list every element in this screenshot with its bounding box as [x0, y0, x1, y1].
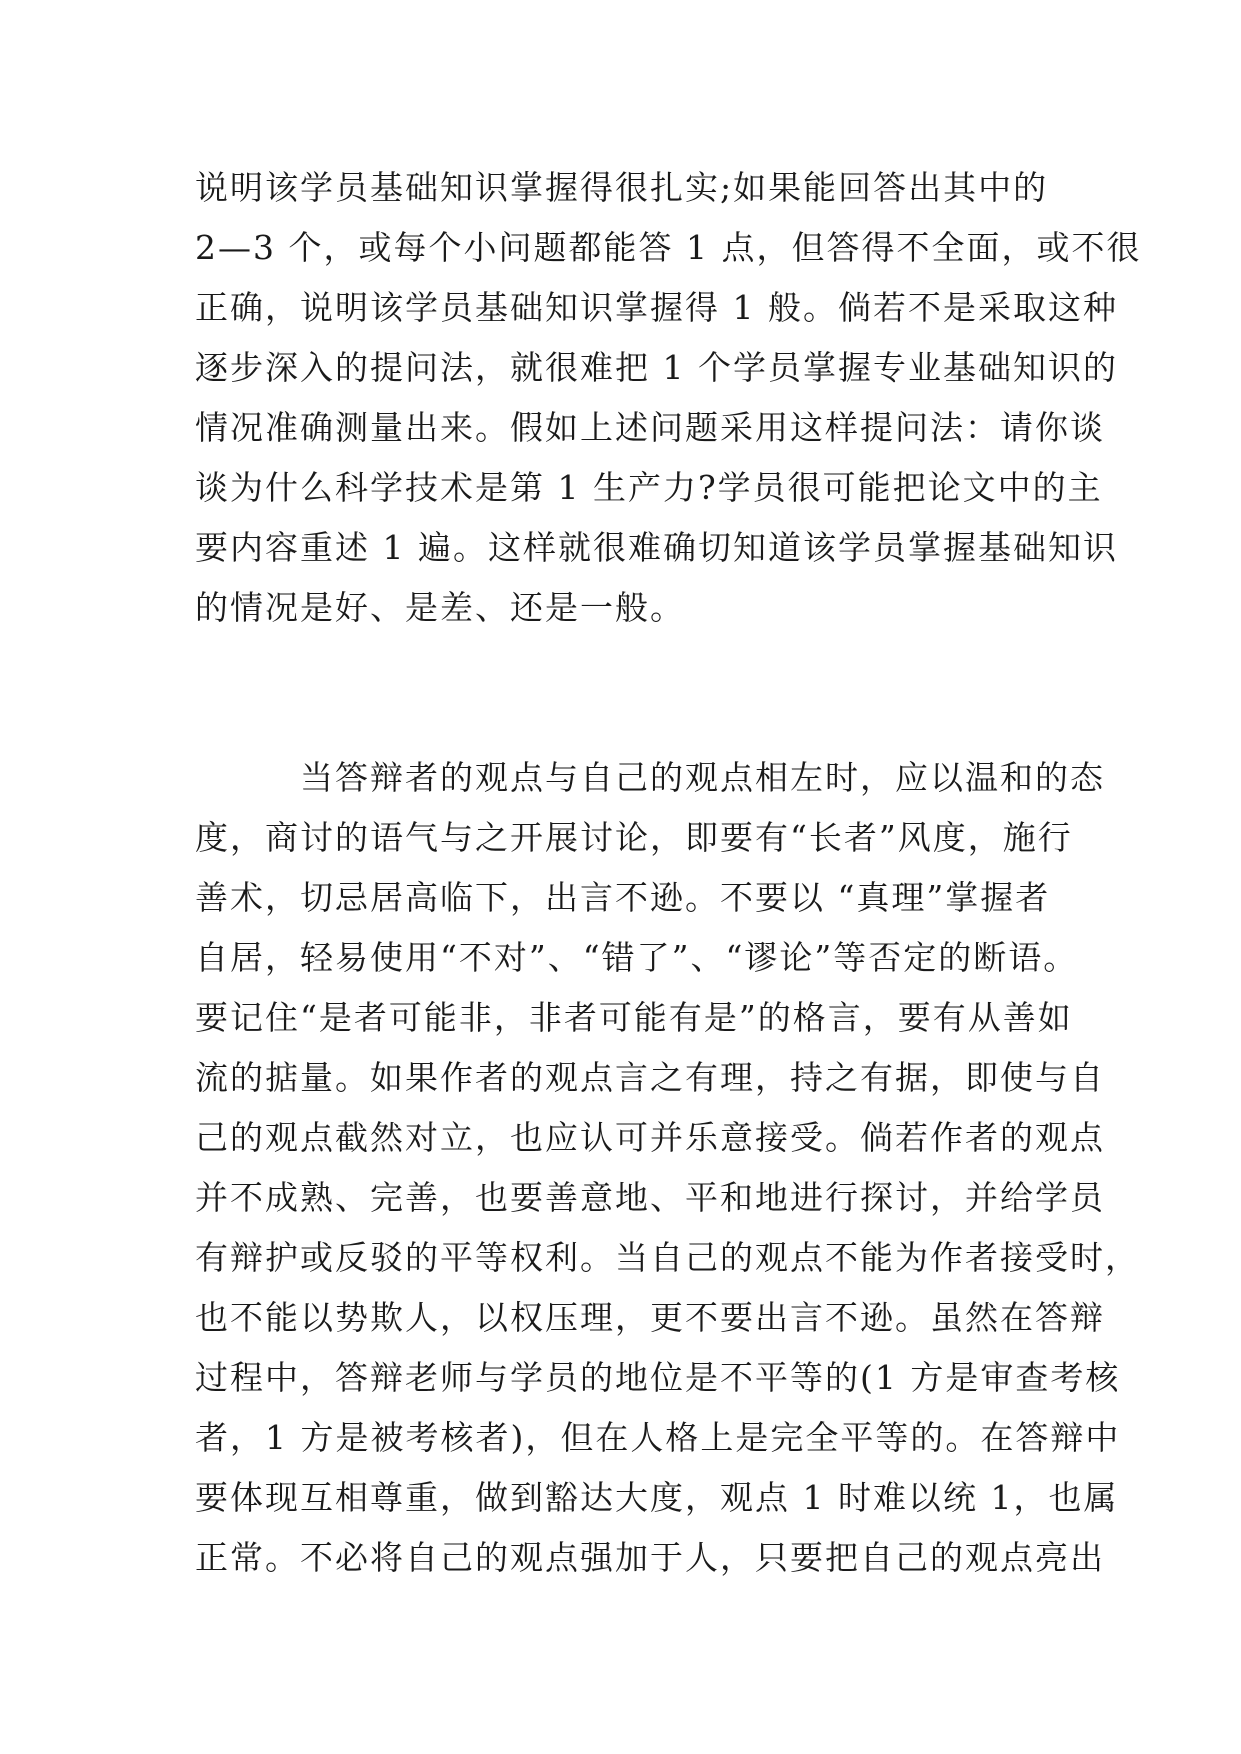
text-line: 流的掂量。如果作者的观点言之有理，持之有据，即使与自 [195, 1058, 1105, 1097]
text-line: 逐步深入的提问法，就很难把 1 个学员掌握专业基础知识的 [195, 348, 1118, 387]
paragraph-1 [195, 158, 1142, 638]
text-line: 并不成熟、完善，也要善意地、平和地进行探讨，并给学员 [195, 1178, 1105, 1217]
text-line: 说明该学员基础知识掌握得很扎实;如果能回答出其中的 [195, 168, 1049, 207]
text-line: 过程中，答辩老师与学员的地位是不平等的(1 方是审查考核 [195, 1358, 1121, 1397]
text-line-first-indented: 当答辩者的观点与自己的观点相左时，应以温和的态 [300, 758, 1105, 797]
text-line: 也不能以势欺人，以权压理，更不要出言不逊。虽然在答辩 [195, 1298, 1105, 1337]
text-line: 者，1 方是被考核者)，但在人格上是完全平等的。在答辩中 [195, 1418, 1121, 1457]
text-line: 正常。不必将自己的观点强加于人，只要把自己的观点亮出 [195, 1538, 1105, 1577]
text-line: 有辩护或反驳的平等权利。当自己的观点不能为作者接受时， [195, 1238, 1140, 1277]
text-line: 的情况是好、是差、还是一般。 [195, 588, 685, 627]
text-line: 度，商讨的语气与之开展讨论，即要有“长者”风度，施行 [195, 818, 1073, 857]
text-line: 善术，切忌居高临下，出言不逊。不要以 “真理”掌握者 [195, 878, 1051, 917]
text-line: 2—3 个，或每个小问题都能答 1 点，但答得不全面，或不很 [195, 228, 1142, 267]
text-line: 情况准确测量出来。假如上述问题采用这样提问法：请你谈 [195, 408, 1105, 447]
text-line: 自居，轻易使用“不对”、“错了”、“谬论”等否定的断语。 [195, 938, 1079, 977]
text-line: 要记住“是者可能非，非者可能有是”的格言，要有从善如 [195, 998, 1073, 1037]
text-line: 己的观点截然对立，也应认可并乐意接受。倘若作者的观点 [195, 1118, 1105, 1157]
paragraph-2 [195, 748, 1140, 1588]
text-line: 要内容重述 1 遍。这样就很难确切知道该学员掌握基础知识 [195, 528, 1118, 567]
text-line: 正确，说明该学员基础知识掌握得 1 般。倘若不是采取这种 [195, 288, 1118, 327]
text-line: 谈为什么科学技术是第 1 生产力?学员很可能把论文中的主 [195, 468, 1103, 507]
text-line: 要体现互相尊重，做到豁达大度，观点 1 时难以统 1，也属 [195, 1478, 1119, 1517]
